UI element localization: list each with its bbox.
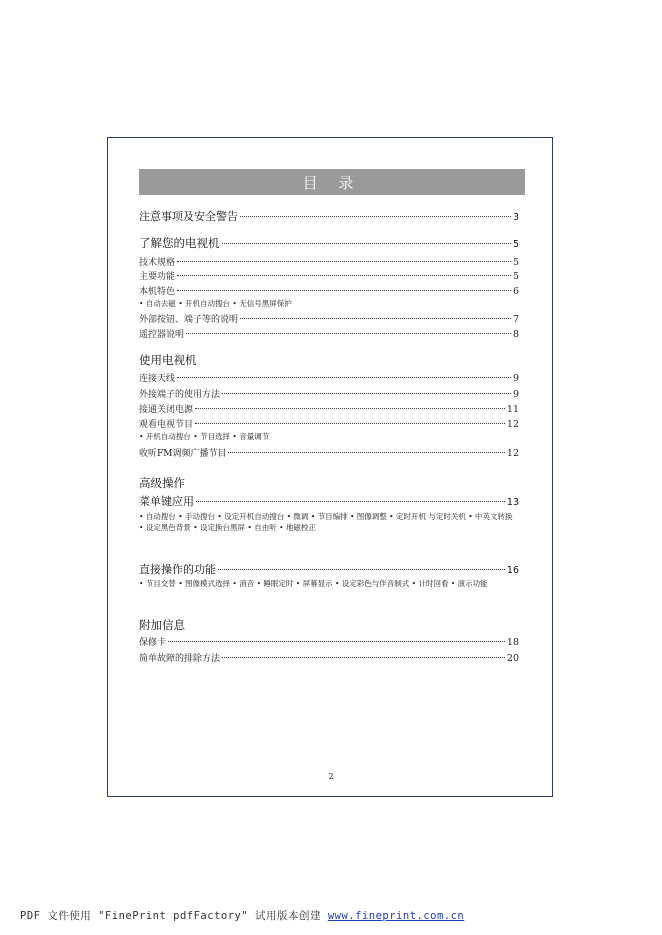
- toc-entry-label: 简单故障的排除方法: [139, 654, 221, 664]
- leader-dots: [195, 408, 505, 409]
- toc-entry-label: 直接操作的功能: [139, 563, 216, 576]
- leader-dots: [196, 501, 505, 502]
- toc-heading-label: 了解您的电视机: [139, 236, 220, 250]
- watermark-link[interactable]: www.fineprint.com.cn: [327, 910, 465, 922]
- toc-entry-label: 连接天线: [139, 374, 176, 384]
- pdf-watermark: [20, 908, 464, 923]
- toc-heading-advanced[interactable]: 高级操作: [139, 476, 185, 490]
- leader-dots: [177, 377, 511, 378]
- toc-entry-label: 遥控器说明: [139, 330, 185, 340]
- toc-entry-page: 5: [512, 271, 519, 282]
- toc-entry-page: 8: [512, 329, 519, 340]
- leader-dots: [177, 275, 511, 276]
- toc-entry-page: 12: [506, 419, 519, 430]
- toc-entry-label: 本机特色: [139, 287, 176, 297]
- toc-entry-power[interactable]: [139, 402, 519, 415]
- toc-entry-page: 16: [506, 565, 519, 576]
- toc-entry-fm[interactable]: [139, 446, 519, 459]
- leader-dots: [218, 569, 505, 570]
- toc-entry-page: 6: [512, 286, 519, 297]
- toc-entry-page: 9: [512, 389, 519, 400]
- toc-entry-label: 观看电视节目: [139, 420, 194, 430]
- leader-dots: [222, 393, 511, 394]
- leader-dots: [195, 423, 505, 424]
- toc-entry-menu[interactable]: [139, 493, 519, 509]
- leader-dots: [177, 261, 511, 262]
- toc-entry-page: 7: [512, 314, 519, 325]
- toc-entry-label: 注意事项及安全警告: [139, 210, 238, 223]
- leader-dots: [186, 333, 511, 334]
- leader-dots: [168, 641, 505, 642]
- toc-entry-specs[interactable]: [139, 255, 519, 268]
- toc-entry-direct[interactable]: [139, 561, 519, 577]
- toc-entry-safety[interactable]: [139, 208, 519, 224]
- toc-entry-warranty[interactable]: [139, 635, 519, 648]
- toc-entry-page: 13: [506, 497, 519, 508]
- toc-entry-label: 主要功能: [139, 272, 176, 282]
- toc-entry-watch[interactable]: [139, 417, 519, 430]
- toc-entry-label: 接通关闭电源: [139, 405, 194, 415]
- toc-entry-label: 外部按钮、端子等的说明: [139, 315, 239, 325]
- toc-entry-features[interactable]: [139, 284, 519, 297]
- toc-entry-antenna[interactable]: [139, 371, 519, 384]
- toc-heading-extra[interactable]: 附加信息: [139, 618, 185, 632]
- toc-entry-page: 11: [506, 404, 519, 415]
- toc-entry-functions[interactable]: [139, 269, 519, 282]
- toc-heading-know-tv[interactable]: [139, 235, 519, 251]
- leader-dots: [177, 290, 511, 291]
- toc-entry-label: 保修卡: [139, 638, 167, 648]
- leader-dots: [240, 318, 511, 319]
- toc-entry-page: 12: [506, 448, 519, 459]
- toc-entry-remote[interactable]: [139, 327, 519, 340]
- leader-dots: [222, 657, 505, 658]
- toc-entry-page: 20: [506, 653, 519, 664]
- page-number: 2: [328, 772, 334, 781]
- toc-entry-troubleshoot[interactable]: [139, 651, 519, 664]
- leader-dots: [222, 243, 511, 244]
- toc-entry-label: 技术规格: [139, 258, 176, 268]
- toc-entry-buttons[interactable]: [139, 312, 519, 325]
- leader-dots: [228, 452, 504, 453]
- leader-dots: [240, 216, 511, 217]
- toc-entry-page: 18: [506, 637, 519, 648]
- toc-note-features: • 自动去磁 • 开机自动搜台 • 无信号黑屏保护: [139, 299, 292, 308]
- toc-entry-page: 9: [512, 373, 519, 384]
- toc-entry-page: 5: [512, 257, 519, 268]
- watermark-text: PDF 文件使用 "FinePrint pdfFactory" 试用版本创建: [20, 910, 328, 922]
- toc-entry-label: 菜单键应用: [139, 495, 194, 508]
- toc-entry-page: 5: [512, 239, 519, 250]
- toc-entry-page: 3: [512, 212, 519, 223]
- page-frame: [107, 137, 553, 797]
- toc-entry-label: 收听FM调频广播节目: [139, 449, 227, 459]
- toc-title: 目 录: [139, 169, 525, 195]
- toc-note-watch: • 开机自动搜台 • 节目选择 • 音量调节: [139, 432, 270, 441]
- toc-note-menu: • 自动搜台 • 手动搜台 • 设定开机自动搜台 • 微调 • 节目编排 • 图像调整 • 定时开机 与定时关机 • 中英文转换 • 设定黑色背景 • 设定换台黑屏 • 自由听 • 地磁校正: [139, 512, 513, 532]
- toc-entry-label: 外接端子的使用方法: [139, 390, 221, 400]
- toc-entry-terminals[interactable]: [139, 387, 519, 400]
- toc-heading-use-tv[interactable]: 使用电视机: [139, 353, 197, 367]
- toc-note-direct: • 节目交替 • 图像模式选择 • 消音 • 睡眠定时 • 屏幕显示 • 设定彩色与伴音制式 • 计时回看 • 演示功能: [139, 579, 488, 588]
